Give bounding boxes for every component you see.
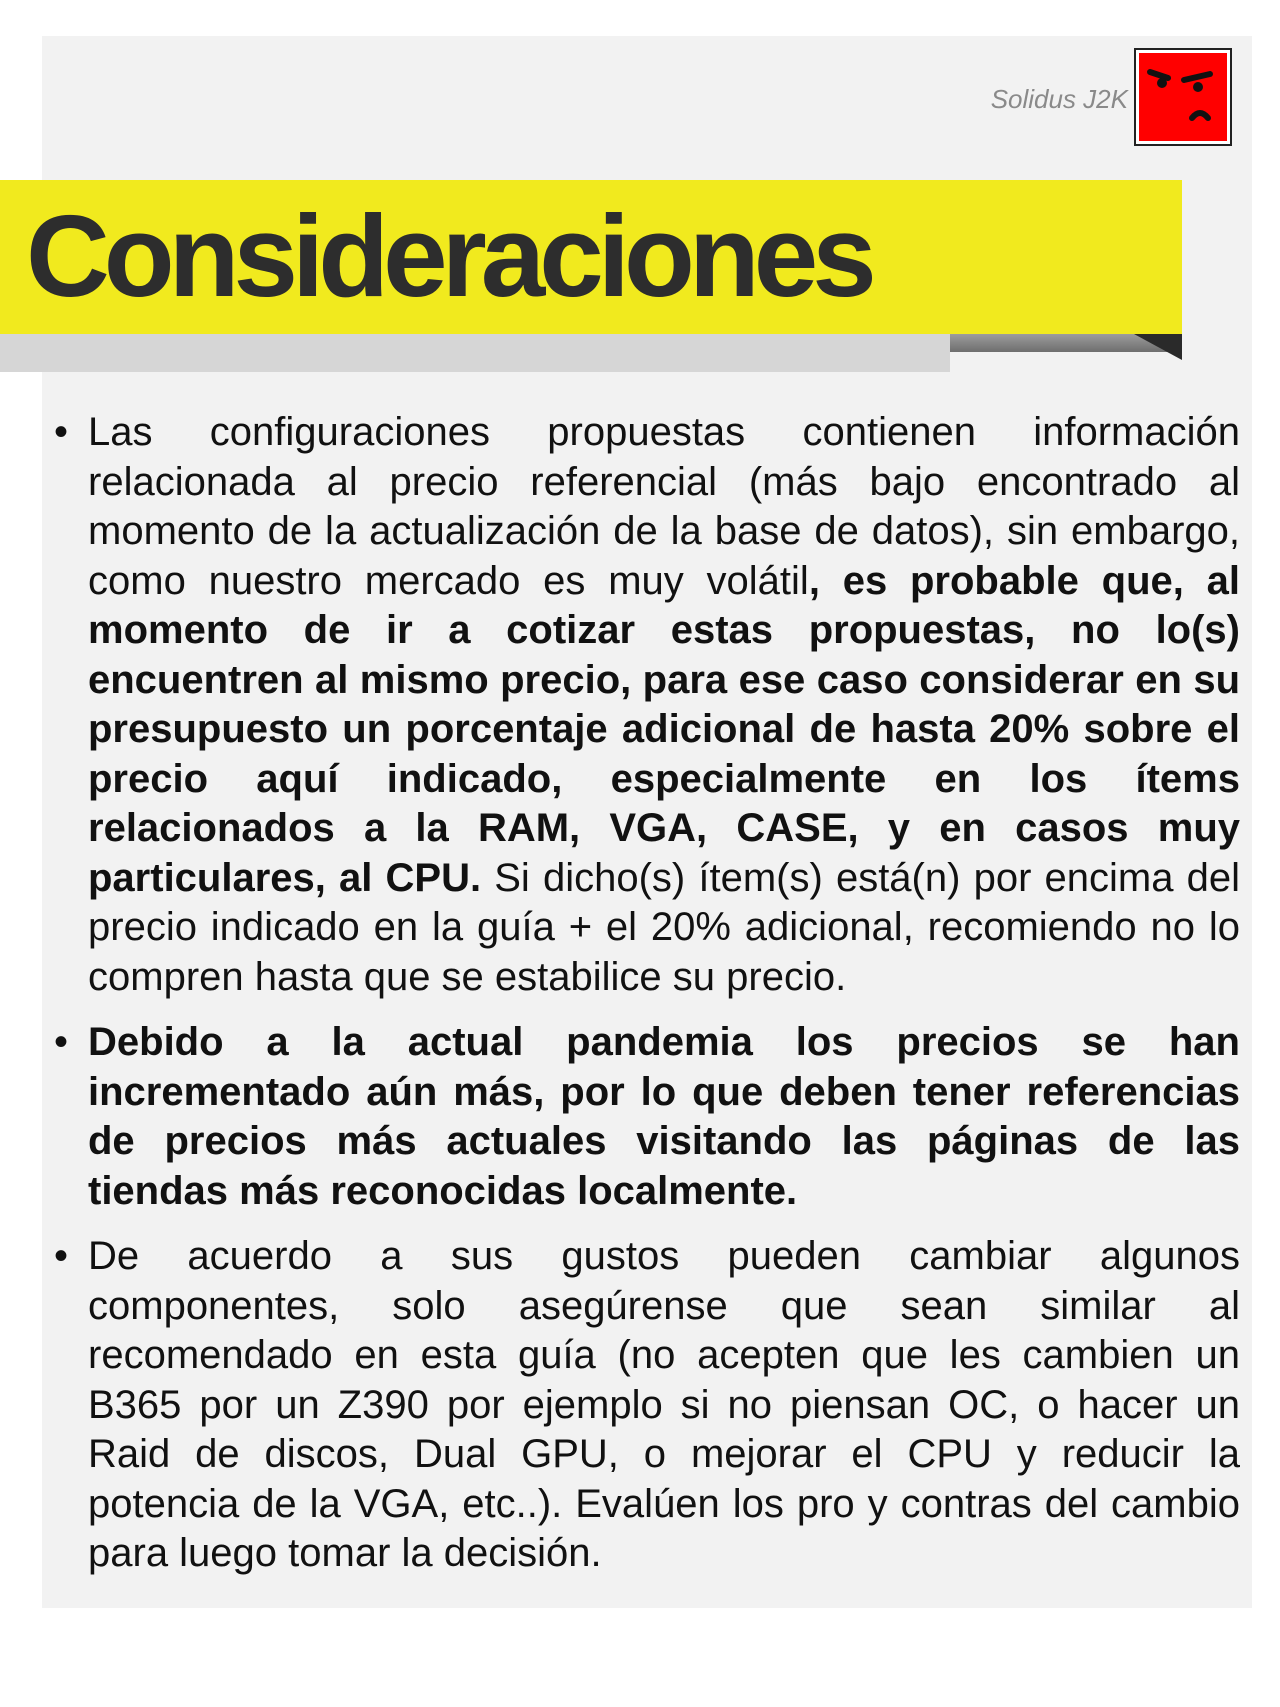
list-item: [54, 1018, 1240, 1216]
paragraph-bold-text: Debido a la actual pandemia los precios se han incrementado aún más, por lo que deben tener referencias de precios más actuales visitando las páginas de las tiendas más reconocidas localmente.: [88, 1020, 1240, 1213]
bullet: •: [54, 1020, 69, 1064]
page-title: Consideraciones: [26, 191, 871, 321]
bullet: •: [54, 1234, 69, 1278]
paragraph-bold-text: , es probable que, al momento de ir a cotizar estas propuestas, no lo(s) encuentren al mismo precio, para ese caso considerar en su presupuesto un porcentaje adicional de hasta 20% sobre el precio aquí indicado, especialmente en los ítems relacionados a la RAM, VGA, CASE, y en casos muy particulares, al CPU.: [88, 558, 1241, 900]
list-item: [54, 1232, 1240, 1579]
paragraph: [88, 1018, 1240, 1216]
banner-fold-corner: [1134, 334, 1182, 360]
list-item: [54, 408, 1240, 1002]
paragraph-text: De acuerdo a sus gustos pueden cambiar algunos componentes, solo asegúrense que sean similar al recomendado en esta guía (no acepten que les cambien un B365 por un Z390 por ejemplo si no piensan OC, o hacer un Raid de discos, Dual GPU, o mejorar el CPU y reducir la potencia de la VGA, etc..). Evalúen los pro y contras del cambio para luego tomar la decisión.: [88, 1234, 1240, 1575]
paragraph: [88, 408, 1240, 1002]
considerations-list: [54, 408, 1240, 1595]
paragraph-text: Si dicho(s) ítem(s) está(n) por encima del precio indicado en la guía + el 20% adicional, recomiendo no lo compren hasta que se estabilice su precio.: [88, 855, 1241, 999]
author-name: Solidus J2K: [990, 84, 1128, 114]
paragraph: [88, 1232, 1240, 1579]
banner-shadow: [0, 330, 950, 372]
paragraph-text: Las configuraciones propuestas contienen información relacionada al precio referencial (más bajo encontrado al momento de la actualización de la base de datos), sin embargo, como nuestro mercado es muy volátil: [88, 410, 1240, 603]
bullet: •: [54, 410, 69, 454]
angry-face-icon: [1134, 48, 1232, 146]
